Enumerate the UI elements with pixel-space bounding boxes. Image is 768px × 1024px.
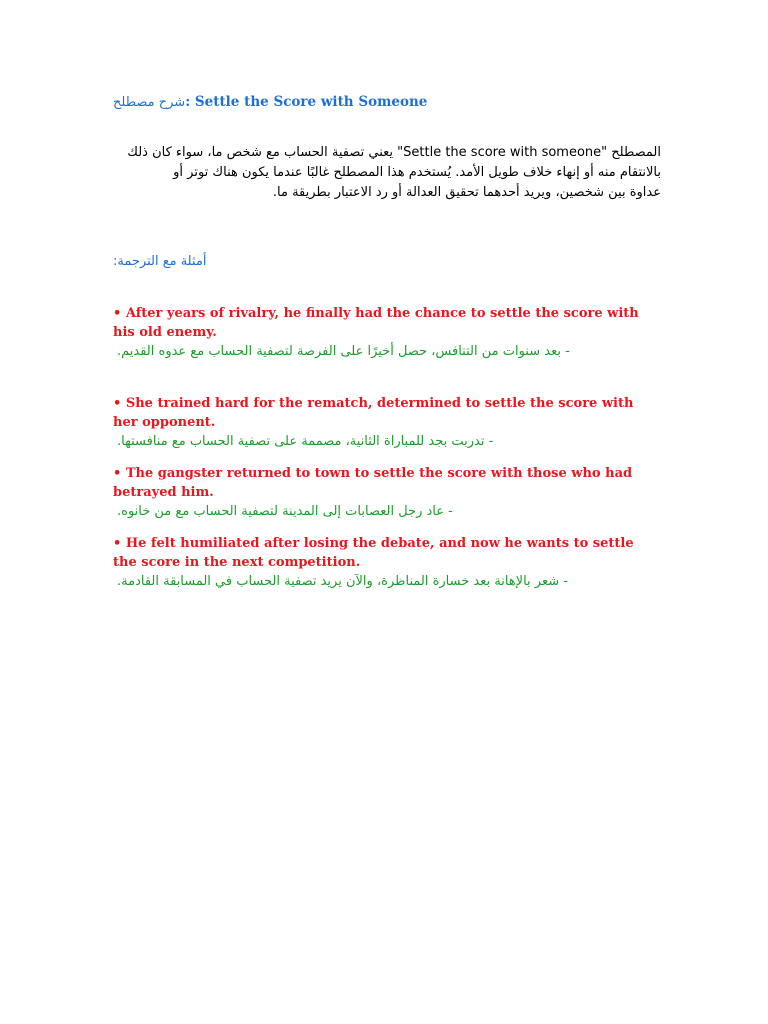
example-item <box>113 394 661 452</box>
example-arabic: - عاد رجل العصابات إلى المدينة لتصفية الحساب مع من خانوه. <box>117 504 453 519</box>
example-arabic: - بعد سنوات من التنافس، حصل أخيرًا على الفرصة لتصفية الحساب مع عدوه القديم. <box>117 344 570 359</box>
definition-line-2: بالانتقام منه أو إنهاء خلاف طويل الأمد. يُستخدم هذا المصطلح غالبًا عندما يكون هناك توتر أو <box>173 165 661 180</box>
example-english: • The gangster returned to town to settle the score with those who had betrayed him. <box>113 466 633 500</box>
example-arabic: - تدربت بجد للمباراة الثانية، مصممة على تصفية الحساب مع منافستها. <box>117 434 494 449</box>
example-item <box>113 464 661 522</box>
definition-paragraph <box>113 143 661 203</box>
examples-heading: أمثلة مع الترجمة: <box>113 254 207 269</box>
title-english: : Settle the Score with Someone <box>185 94 428 110</box>
example-arabic: - شعر بالإهانة بعد خسارة المناظرة، والآن يريد تصفية الحساب في المسابقة القادمة. <box>117 574 568 589</box>
example-item <box>113 304 661 362</box>
example-english: • He felt humiliated after losing the debate, and now he wants to settle the score in the next competition. <box>113 536 634 570</box>
example-english: • She trained hard for the rematch, determined to settle the score with her opponent. <box>113 396 634 430</box>
definition-line-1: المصطلح "Settle the score with someone" يعني تصفية الحساب مع شخص ما، سواء كان ذلك <box>127 145 661 160</box>
example-item <box>113 534 661 592</box>
definition-line-3: عداوة بين شخصين، ويريد أحدهما تحقيق العدالة أو رد الاعتبار بطريقة ما. <box>272 185 661 200</box>
title-arabic: شرح مصطلح <box>113 95 186 110</box>
example-english: • After years of rivalry, he finally had the chance to settle the score with his old enemy. <box>113 306 639 340</box>
page-title <box>113 92 427 113</box>
